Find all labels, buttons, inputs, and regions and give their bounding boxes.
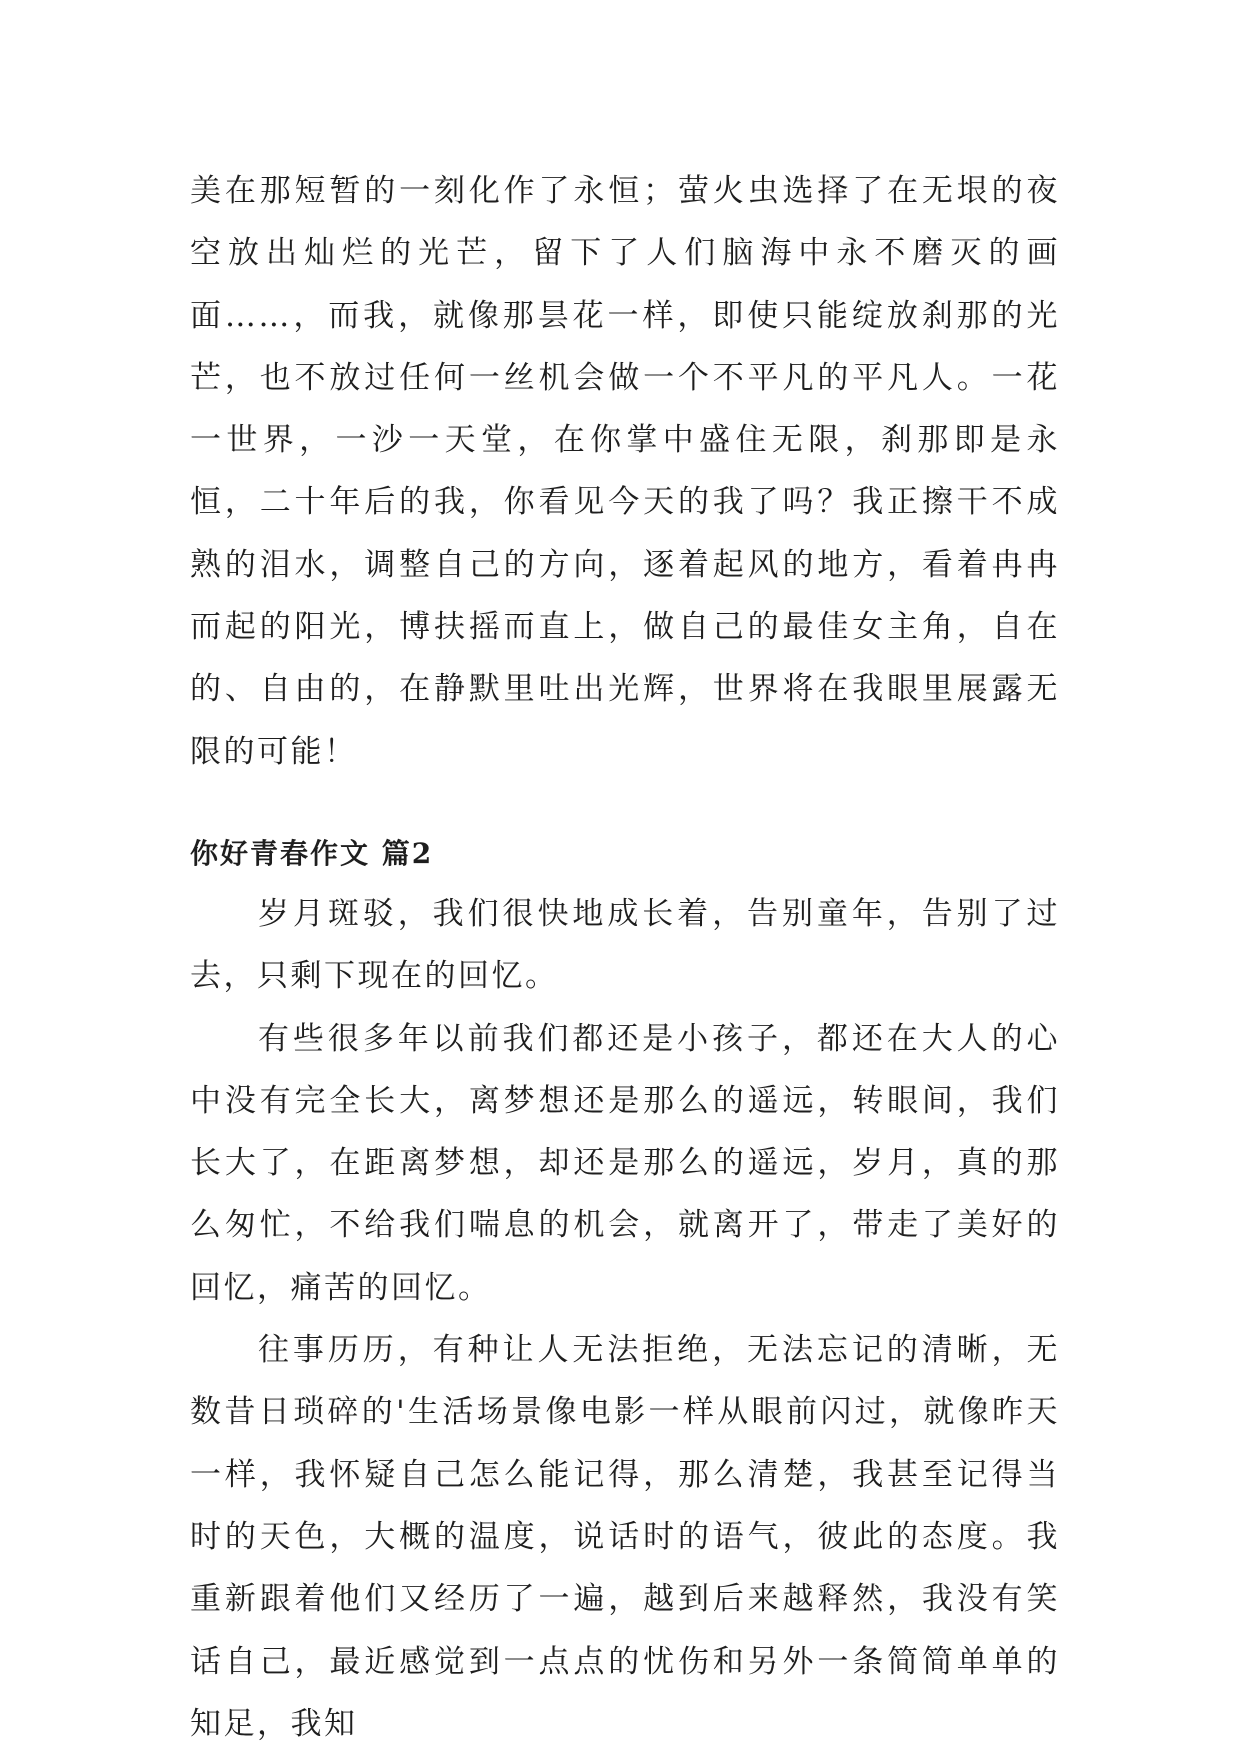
body-paragraph: 有些很多年以前我们都还是小孩子，都还在大人的心中没有完全长大，离梦想还是那么的遥远，转眼间，我们长大了，在距离梦想，却还是那么的遥远，岁月，真的那么匆忙，不给我们喘息的机会，就离开了，带走了美好的回忆，痛苦的回忆。 <box>190 1020 1060 1306</box>
document-page <box>190 160 1060 1755</box>
body-paragraph: 往事历历，有种让人无法拒绝，无法忘记的清晰，无数昔日琐碎的'生活场景像电影一样从眼前闪过，就像昨天一样，我怀疑自己怎么能记得，那么清楚，我甚至记得当时的天色，大概的温度，说话时的语气，彼此的态度。我重新跟着他们又经历了一遍，越到后来越释然，我没有笑话自己，最近感觉到一点点的忧伤和另外一条简简单单的知足，我知 <box>190 1332 1060 1742</box>
body-paragraph: 岁月斑驳，我们很快地成长着，告别童年，告别了过去，只剩下现在的回忆。 <box>190 895 1060 995</box>
continuation-paragraph: 美在那短暂的一刻化作了永恒；萤火虫选择了在无垠的夜空放出灿烂的光芒，留下了人们脑海中永不磨灭的画面……，而我，就像那昙花一样，即使只能绽放刹那的光芒，也不放过任何一丝机会做一个不平凡的平凡人。一花一世界，一沙一天堂，在你掌中盛住无限，刹那即是永恒，二十年后的我，你看见今天的我了吗？我正擦干不成熟的泪水，调整自己的方向，逐着起风的地方，看着冉冉而起的阳光，博扶摇而直上，做自己的最佳女主角，自在的、自由的，在静默里吐出光辉，世界将在我眼里展露无限的可能！ <box>190 173 1060 770</box>
section-heading: 你好青春作文 篇2 <box>190 836 434 870</box>
